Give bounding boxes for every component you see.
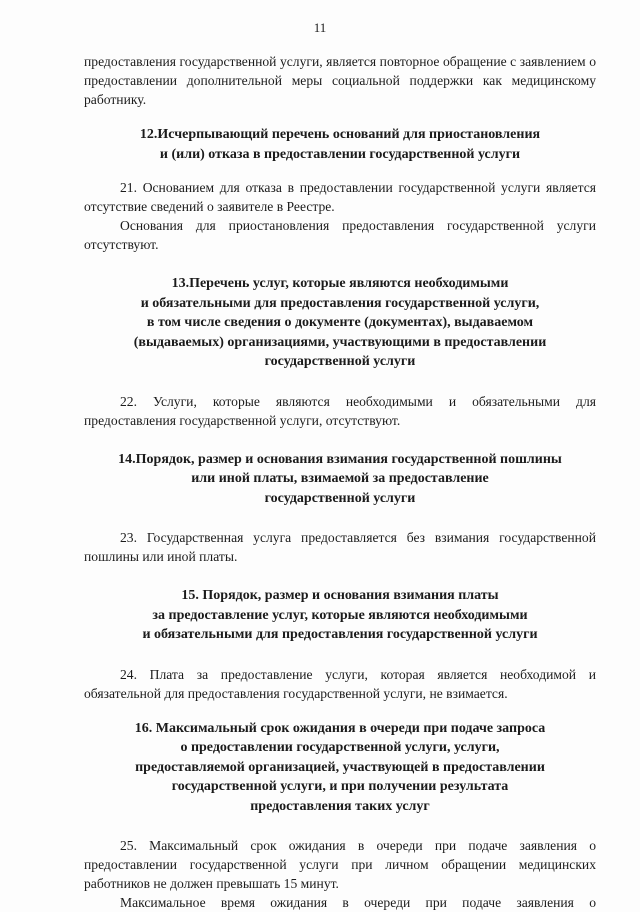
heading-line: предоставления таких услуг: [250, 798, 430, 814]
page-number: 11: [313, 20, 327, 35]
heading-section-14: [84, 450, 596, 509]
heading-line: 12.Исчерпывающий перечень оснований для приостановления: [139, 127, 541, 142]
paragraph-21-continued: Основания для приостановления предоставления государственной услуги отсутствуют.: [84, 218, 596, 252]
heading-line: государственной услуги, и при получении результата: [171, 779, 509, 794]
heading-line: 16. Максимальный срок ожидания в очереди при подаче запроса: [134, 720, 546, 736]
paragraph-25: 25. Максимальный срок ожидания в очереди при подаче заявления о предоставлении государственной услуги при личном обращении медицинских работников не должен превышать 15 минут.: [84, 838, 596, 891]
heading-line: за предоставление услуг, которые являются необходимыми: [152, 607, 528, 623]
heading-line: 13.Перечень услуг, которые являются необходимыми: [171, 276, 509, 291]
heading-line: государственной услуги: [264, 490, 416, 506]
heading-line: и (или) отказа в предоставлении государственной услуги: [159, 146, 521, 162]
heading-section-13: [84, 274, 596, 372]
heading-line: и обязательными для предоставления государственной услуги,: [140, 295, 540, 311]
heading-line: в том числе сведения о документе (документах), выдаваемом: [146, 315, 534, 330]
heading-section-12: [84, 125, 596, 164]
heading-line: предоставляемой организацией, участвующей в предоставлении: [135, 759, 545, 775]
heading-line: государственной услуги: [264, 354, 416, 369]
heading-line: 14.Порядок, размер и основания взимания государственной пошлины: [118, 451, 562, 467]
heading-line: или иной платы, взимаемой за предоставление: [191, 471, 489, 486]
heading-line: и обязательными для предоставления государственной услуги: [142, 627, 538, 642]
paragraph-25-continued: Максимальное время ожидания в очереди при подаче заявления о: [120, 895, 596, 910]
heading-section-15: [84, 586, 596, 645]
heading-line: 15. Порядок, размер и основания взимания платы: [181, 588, 499, 603]
heading-section-16: [84, 719, 596, 817]
paragraph-24: 24. Плата за предоставление услуги, которая является необходимой и обязательной для предоставления государственной услуги, не взимается.: [84, 666, 596, 701]
paragraph-22: 22. Услуги, которые являются необходимыми и обязательными для предоставления государственной услуги, отсутствуют.: [84, 393, 596, 428]
page-content: [84, 52, 596, 912]
heading-line: о предоставлении государственной услуги, услуги,: [180, 740, 500, 755]
paragraph-21: 21. Основанием для отказа в предоставлении государственной услуги является отсутствие сведений о заявителе в Реестре.: [84, 180, 596, 214]
heading-line: (выдаваемых) организациями, участвующими в предоставлении: [133, 334, 547, 350]
paragraph-23: 23. Государственная услуга предоставляется без взимания государственной пошлины или иной платы.: [84, 530, 596, 564]
paragraph-intro: предоставления государственной услуги, является повторное обращение с заявлением о предоставлении дополнительной меры социальной поддержки как медицинскому работнику.: [84, 54, 596, 107]
